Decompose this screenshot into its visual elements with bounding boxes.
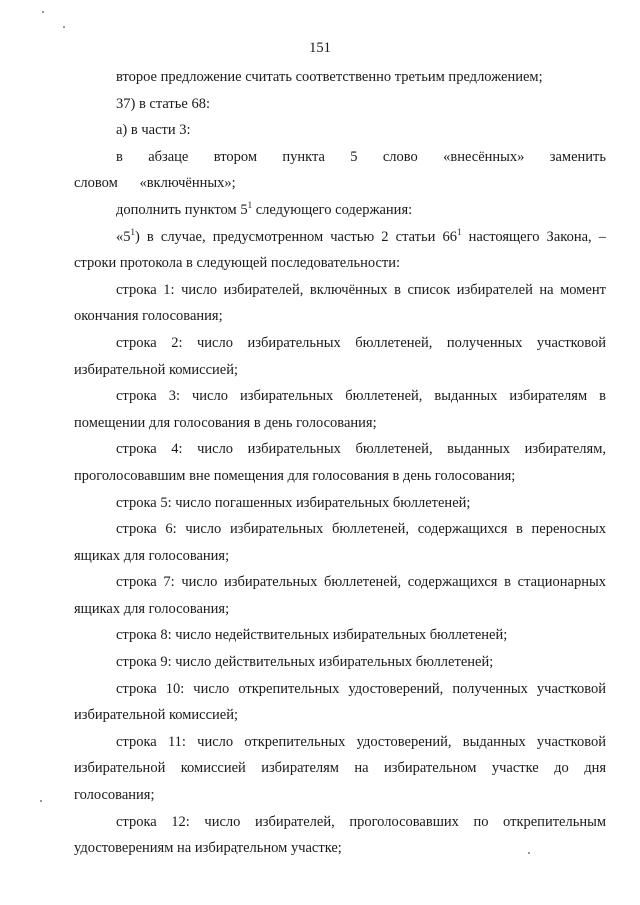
paragraph: строка 11: число открепительных удостоверений, выданных участковой избирательной комиссией избирателям на избирательном участке до дня голосования; <box>74 733 606 804</box>
scan-speck <box>40 800 42 802</box>
paragraph: строка 5: число погашенных избирательных бюллетеней; <box>116 494 471 511</box>
paragraph <box>74 224 606 277</box>
superscript: 1 <box>456 226 462 237</box>
paragraph: строка 4: число избирательных бюллетеней, выданных избирателям, проголосовавшим вне помещения для голосования в день голосования; <box>74 441 606 484</box>
paragraph: 37) в статье 68: <box>116 95 210 112</box>
paragraph: строка 9: число действительных избирательных бюллетеней; <box>116 654 494 671</box>
paragraph-text: «5 <box>116 228 131 245</box>
paragraph-text: следующего содержания: <box>252 201 413 218</box>
paragraph: строка 3: число избирательных бюллетеней, выданных избирателям в помещении для голосования в день голосования; <box>74 388 606 431</box>
paragraph: строка 2: число избирательных бюллетеней, полученных участковой избирательной комиссией; <box>74 334 606 378</box>
paragraph: строка 8: число недействительных избирательных бюллетеней; <box>116 627 508 644</box>
paragraph-text: дополнить пунктом 5 <box>116 201 248 218</box>
scan-speck <box>63 26 65 28</box>
paragraph: строка 7: число избирательных бюллетеней, содержащихся в стационарных ящиках для голосования; <box>74 574 606 617</box>
paragraph: строка 10: число открепительных удостоверений, полученных участковой избирательной комиссией; <box>74 680 606 724</box>
paragraph <box>74 197 606 224</box>
scan-speck <box>42 11 44 13</box>
paragraph: строка 1: число избирателей, включённых в список избирателей на момент окончания голосования; <box>74 281 606 325</box>
superscript: 1 <box>130 226 135 237</box>
paragraph: строка 12: число избирателей, проголосовавших по открепительным удостоверениям на избирательном участке; <box>74 813 606 857</box>
paragraph: строка 6: число избирательных бюллетеней, содержащихся в переносных ящиках для голосования; <box>74 521 606 564</box>
paragraph: в абзаце втором пункта 5 слово «внесённых» заменить словом «включённых»; <box>74 148 606 192</box>
paragraph-text: ) в случае, предусмотренном частью 2 статьи 66 <box>135 228 457 245</box>
page-number: 151 <box>309 40 331 56</box>
paragraph: второе предложение считать соответственно третьим предложением; <box>116 69 543 85</box>
paragraph: а) в части 3: <box>116 122 191 139</box>
superscript: 1 <box>247 199 253 210</box>
document-body <box>74 64 606 862</box>
paragraph-text: настоящего Закона, – строки протокола в следующей последовательности: <box>74 228 606 272</box>
